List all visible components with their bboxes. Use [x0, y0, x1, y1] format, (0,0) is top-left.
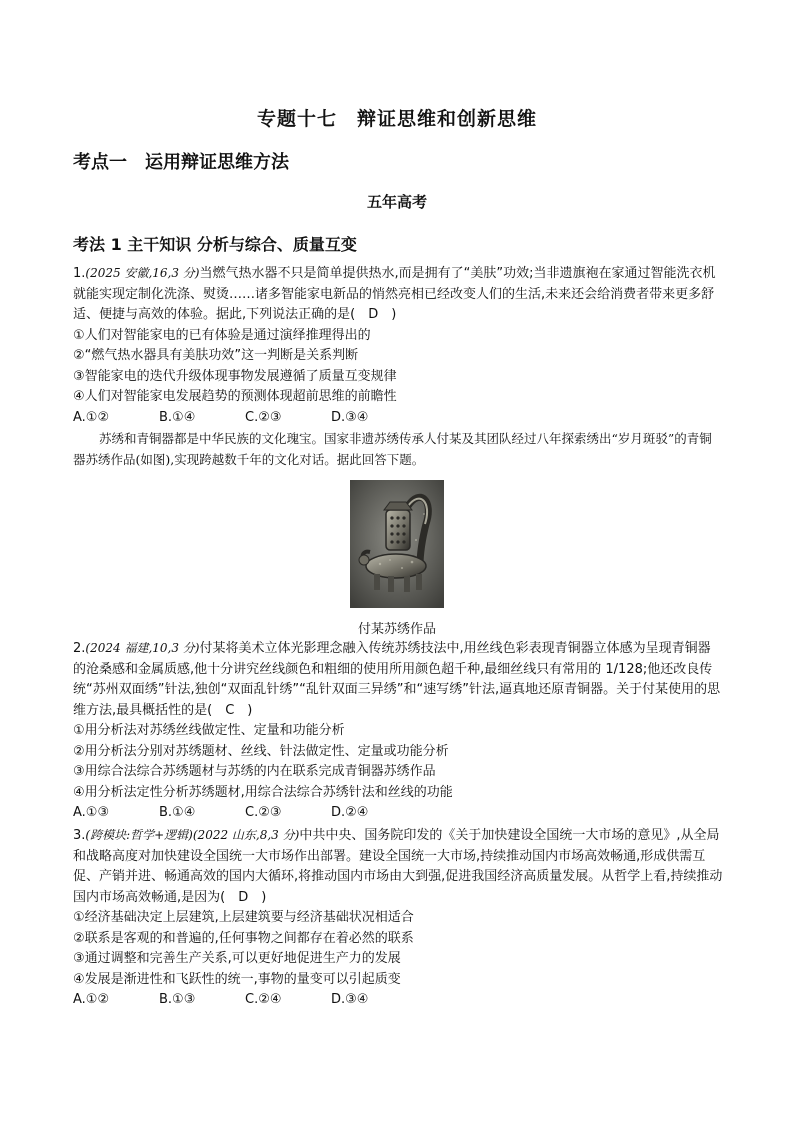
statement-item: ④发展是渐进性和飞跃性的统一,事物的量变可以引起质变 — [73, 971, 401, 987]
statement-item: ②“燃气热水器具有美肤功效”这一判断是关系判断 — [73, 348, 359, 363]
question-stem — [73, 263, 723, 326]
figure-caption: 付某苏绣作品 — [357, 622, 436, 637]
statement-item: ③通过调整和完善生产关系,可以更好地促进生产力的发展 — [73, 951, 401, 966]
question-2 — [73, 638, 723, 824]
option-d: D.③④ — [331, 409, 369, 425]
answer-options — [73, 990, 723, 1011]
method-heading: 考法 1 主干知识 分析与综合、质量互变 — [73, 235, 357, 254]
question-number: 2. — [73, 641, 86, 656]
option-d: D.②④ — [331, 805, 369, 820]
option-b: B.①④ — [159, 409, 196, 425]
option-a: A.①② — [73, 992, 110, 1007]
option-c: C.②④ — [245, 992, 282, 1007]
question-number: 1. — [73, 266, 86, 281]
material-text: 苏绣和青铜器都是中华民族的文化瑰宝。国家非遗苏绣传承人付某及其团队经过八年探索绣出“岁月斑驳”的青铜器苏绣作品(如图),实现跨越数千年的文化对话。据此回答下题。 — [73, 431, 712, 467]
page-title: 专题十七 辩证思维和创新思维 — [256, 108, 537, 130]
answer-options — [73, 803, 723, 824]
option-d: D.③④ — [331, 992, 369, 1007]
question-text: 付某将美术立体光影理念融入传统苏绣技法中,用丝线色彩表现青铜器立体感为呈现青铜器的沧桑感和金属质感,他十分讲究丝线颜色和粗细的使用所用颜色超千种,最细丝线只有常用的 1/128;他还改良传统“苏州双面绣”针法,独创“双面乱针绣”“乱针双面三异绣”和“速写绣”针法,逼真地还原青铜器。关于付某使用的思维方法,最具概括性的是( C ) — [73, 641, 721, 718]
option-b: B.①③ — [159, 992, 196, 1007]
question-number: 3. — [73, 828, 86, 843]
statement-item: ③智能家电的迭代升级体现事物发展遵循了质量互变规律 — [73, 368, 397, 384]
question-1 — [73, 263, 723, 470]
question-source: (2022 山东,8,3 分) — [192, 828, 300, 842]
statement-item: ②用分析法分别对苏绣题材、丝线、针法做定性、定量或功能分析 — [73, 743, 449, 759]
answer-options — [73, 408, 723, 429]
option-c: C.②③ — [245, 805, 282, 820]
statement-item: ①经济基础决定上层建筑,上层建筑要与经济基础状况相适合 — [73, 910, 414, 925]
cross-module-tag: (跨模块:哲学+逻辑) — [85, 828, 193, 842]
question-stem — [73, 638, 723, 721]
figure-image — [350, 480, 444, 608]
question-source: (2025 安徽,16,3 分) — [85, 266, 200, 280]
option-c: C.②③ — [245, 409, 282, 425]
bronze-vessel-embroidery-photo — [350, 480, 444, 608]
section-heading: 考点一 运用辩证思维方法 — [73, 152, 289, 173]
question-source: (2024 福建,10,3 分) — [85, 641, 200, 655]
statement-item: ④用分析法定性分析苏绣题材,用综合法综合苏绣针法和丝线的功能 — [73, 784, 453, 800]
statement-item: ②联系是客观的和普遍的,任何事物之间都存在着必然的联系 — [73, 930, 414, 946]
option-b: B.①④ — [159, 805, 196, 820]
statement-item: ①人们对智能家电的已有体验是通过演绎推理得出的 — [73, 327, 371, 343]
question-text: 中共中央、国务院印发的《关于加快建设全国统一大市场的意见》,从全局和战略高度对加快建设全国统一大市场作出部署。建设全国统一大市场,持续推动国内市场高效畅通,形成供需互促、产销并进、畅通高效的国内大循环,将推动国内市场由大到强,促进我国经济高质量发展。从哲学上看,持续推动国内市场高效畅通,是因为( D ) — [73, 828, 723, 905]
question-3 — [73, 825, 723, 1011]
statement-item: ③用综合法综合苏绣题材与苏绣的内在联系完成青铜器苏绣作品 — [73, 764, 436, 779]
statement-item: ①用分析法对苏绣丝线做定性、定量和功能分析 — [73, 723, 345, 738]
question-text: 当燃气热水器不只是简单提供热水,而是拥有了“美肤”功效;当非遗旗袍在家通过智能洗衣机就能实现定制化洗涤、熨烫……诸多智能家电新品的悄然亮相已经改变人们的生活,未来还会给消费者带来更多舒适、便捷与高效的体验。据此,下列说法正确的是( D ) — [73, 266, 716, 322]
question-stem — [73, 825, 723, 908]
statement-item: ④人们对智能家电发展趋势的预测体现超前思维的前瞻性 — [73, 389, 397, 404]
option-a: A.①② — [73, 409, 110, 425]
option-a: A.①③ — [73, 805, 110, 820]
subheading: 五年高考 — [366, 193, 427, 211]
